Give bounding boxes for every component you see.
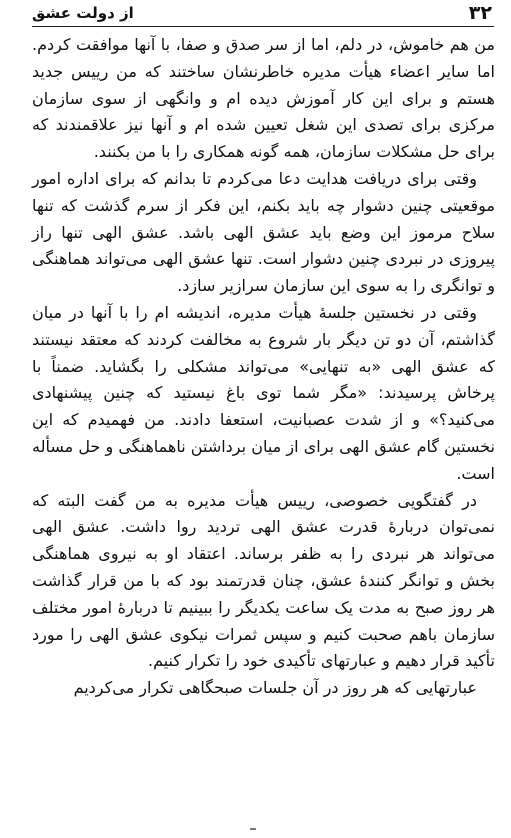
footer-mark	[250, 828, 256, 830]
paragraph: در گفتگویی خصوصی، رییس هیأت مدیره به من گفت البته که نمی‌توان دربارهٔ قدرت عشق الهی تردید روا داشت. عشق الهی می‌تواند هر نبردی را به ظفر برساند. اعتقاد او به نیروی هماهنگی بخش و توانگر کنندهٔ عشق، چنان قدرتمند بود که با من قرار گذاشت هر روز صبح به مدت یک ساعت یکدیگر را ببینیم تا دربارهٔ امور مختلف سازمان باهم صحبت کنیم و سپس ثمرات نیکوی عشق الهی را مورد تأکید قرار دهیم و عبارتهای تأکیدی خود را تکرار کنیم.	[32, 490, 495, 671]
paragraph: من هم خاموش، در دلم، اما از سر صدق و صفا، با آنها موافقت کردم. اما سایر اعضاء هیأت مدیره خاطرنشان ساختند که من رییس جدید هستم و برای این کار آموزش دیده ام و وانگهی از سوی سازمان مرکزی برای تصدی این شغل تعیین شده ام و آنها نیز علاقمندند که برای حل مشکلات سازمان، همه گونه همکاری را با من بکنند.	[32, 35, 495, 162]
page-number: ۳۲	[468, 2, 492, 24]
body-text	[32, 32, 495, 702]
running-title: از دولت عشق	[32, 4, 134, 22]
paragraph: عبارتهایی که هر روز در آن جلسات صبحگاهی تکرار می‌کردیم	[73, 678, 477, 698]
header-rule	[32, 26, 494, 27]
paragraph: وقتی در نخستین جلسهٔ هیأت مدیره، اندیشه ام را با آنها در میان گذاشتم، آن دو تن دیگر بار شروع به مخالفت کردند که معتقد نیستند که عشق الهی «به تنهایی» می‌تواند مشکلی را بگشاید. ضمناً با پرخاش پرسیدند: «مگر شما توی باغ نیستید که چنین پیشنهادی می‌کنید؟» و از شدت عصبانیت، استعفا دادند. من فهمیدم که این نخستین گام عشق الهی برای از میان برداشتن ناهماهنگی و حل مسأله است.	[32, 302, 495, 483]
paragraph: وقتی برای دریافت هدایت دعا می‌کردم تا بدانم که برای اداره امور موقعیتی چنین دشوار چه باید بکنم، این فکر از سرم گذشت که تنها سلاح مرموز این وضع باید عشق الهی باشد. عشق الهی تنها راز پیروزی در نبردی چنین دشوار است. تنها عشق الهی می‌تواند هماهنگی و توانگری را به سوی این سازمان سرازیر سازد.	[32, 168, 495, 296]
